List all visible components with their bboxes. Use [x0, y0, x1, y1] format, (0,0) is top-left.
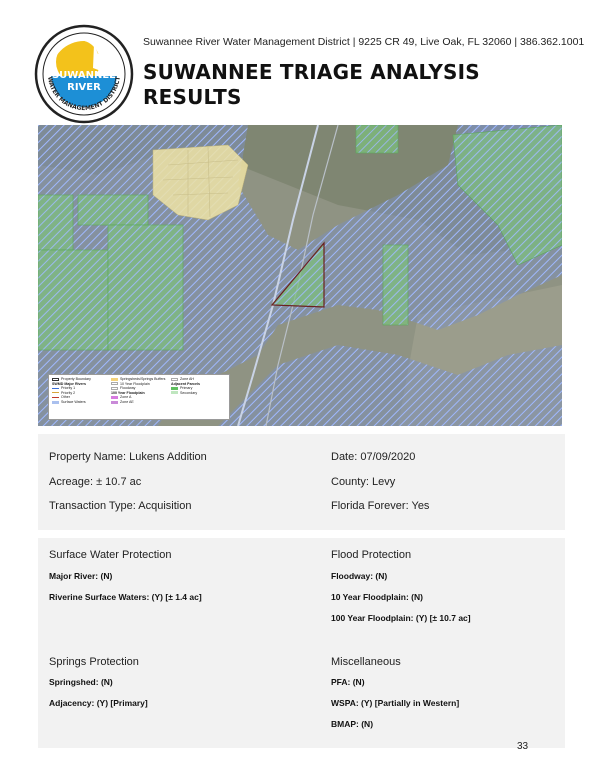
org-contact-line: Suwannee River Water Management District | 9225 CR 49, Live Oak, FL 32060 | 386.362.1001	[143, 36, 585, 48]
legend-item: Zone AH	[171, 377, 200, 382]
svg-text:SUWANNEE: SUWANNEE	[51, 70, 117, 81]
floodplain-10yr: 10 Year Floodplain: (N)	[331, 592, 423, 602]
legend-item: Secondary	[171, 391, 200, 396]
legend-item: Property Boundary	[52, 377, 91, 382]
district-logo	[34, 24, 134, 124]
page-number: 33	[517, 741, 529, 752]
surface-water-heading: Surface Water Protection	[49, 549, 172, 561]
analysis-panel	[38, 538, 565, 748]
legend-col-3	[171, 377, 200, 395]
wspa: WSPA: (Y) [Partially in Western]	[331, 698, 460, 708]
legend-item: Surface Waters	[52, 400, 91, 405]
riverine-surface-waters: Riverine Surface Waters: (Y) [± 1.4 ac]	[49, 592, 202, 602]
legend-title: Adjacent Parcels	[171, 381, 200, 386]
misc-heading: Miscellaneous	[331, 656, 401, 668]
bmap: BMAP: (N)	[331, 719, 374, 729]
property-summary-panel	[38, 434, 565, 530]
county: County: Levy	[331, 476, 396, 488]
pfa: PFA: (N)	[331, 677, 365, 687]
date: Date: 07/09/2020	[331, 451, 416, 463]
legend-col-1	[52, 377, 91, 405]
legend-item: 10 Year Floodplain	[111, 382, 165, 387]
property-name: Property Name: Lukens Addition	[49, 451, 207, 463]
legend-item: Priority 1	[52, 386, 91, 391]
floodway: Floodway: (N)	[331, 571, 388, 581]
major-river: Major River: (N)	[49, 571, 113, 581]
springshed: Springshed: (N)	[49, 677, 113, 687]
map-legend	[48, 374, 230, 420]
svg-text:WATER MANAGEMENT DISTRICT: WATER MANAGEMENT DISTRICT	[46, 76, 122, 113]
legend-item: Other	[52, 395, 91, 400]
adjacency: Adjacency: (Y) [Primary]	[49, 698, 148, 708]
flood-heading: Flood Protection	[331, 549, 412, 561]
legend-title: SWMD Major Rivers	[52, 381, 86, 386]
transaction-type: Transaction Type: Acquisition	[49, 500, 192, 512]
page-title: SUWANNEE TRIAGE ANALYSIS RESULTS	[143, 60, 480, 109]
legend-item: Floodway	[111, 386, 165, 391]
legend-item: Zone AE	[111, 400, 165, 405]
florida-forever: Florida Forever: Yes	[331, 500, 430, 512]
legend-col-2	[111, 377, 165, 405]
floodplain-100yr: 100 Year Floodplain: (Y) [± 10.7 ac]	[331, 613, 471, 623]
springs-heading: Springs Protection	[49, 656, 139, 668]
svg-text:RIVER: RIVER	[67, 82, 101, 93]
legend-title: 100 Year Floodplain	[111, 390, 145, 395]
legend-item: Primary	[171, 386, 200, 391]
legend-item: Springsheds/Springs Buffers	[111, 377, 165, 382]
legend-item: Zone A	[111, 395, 165, 400]
legend-item: Priority 2	[52, 391, 91, 396]
acreage: Acreage: ± 10.7 ac	[49, 476, 142, 488]
